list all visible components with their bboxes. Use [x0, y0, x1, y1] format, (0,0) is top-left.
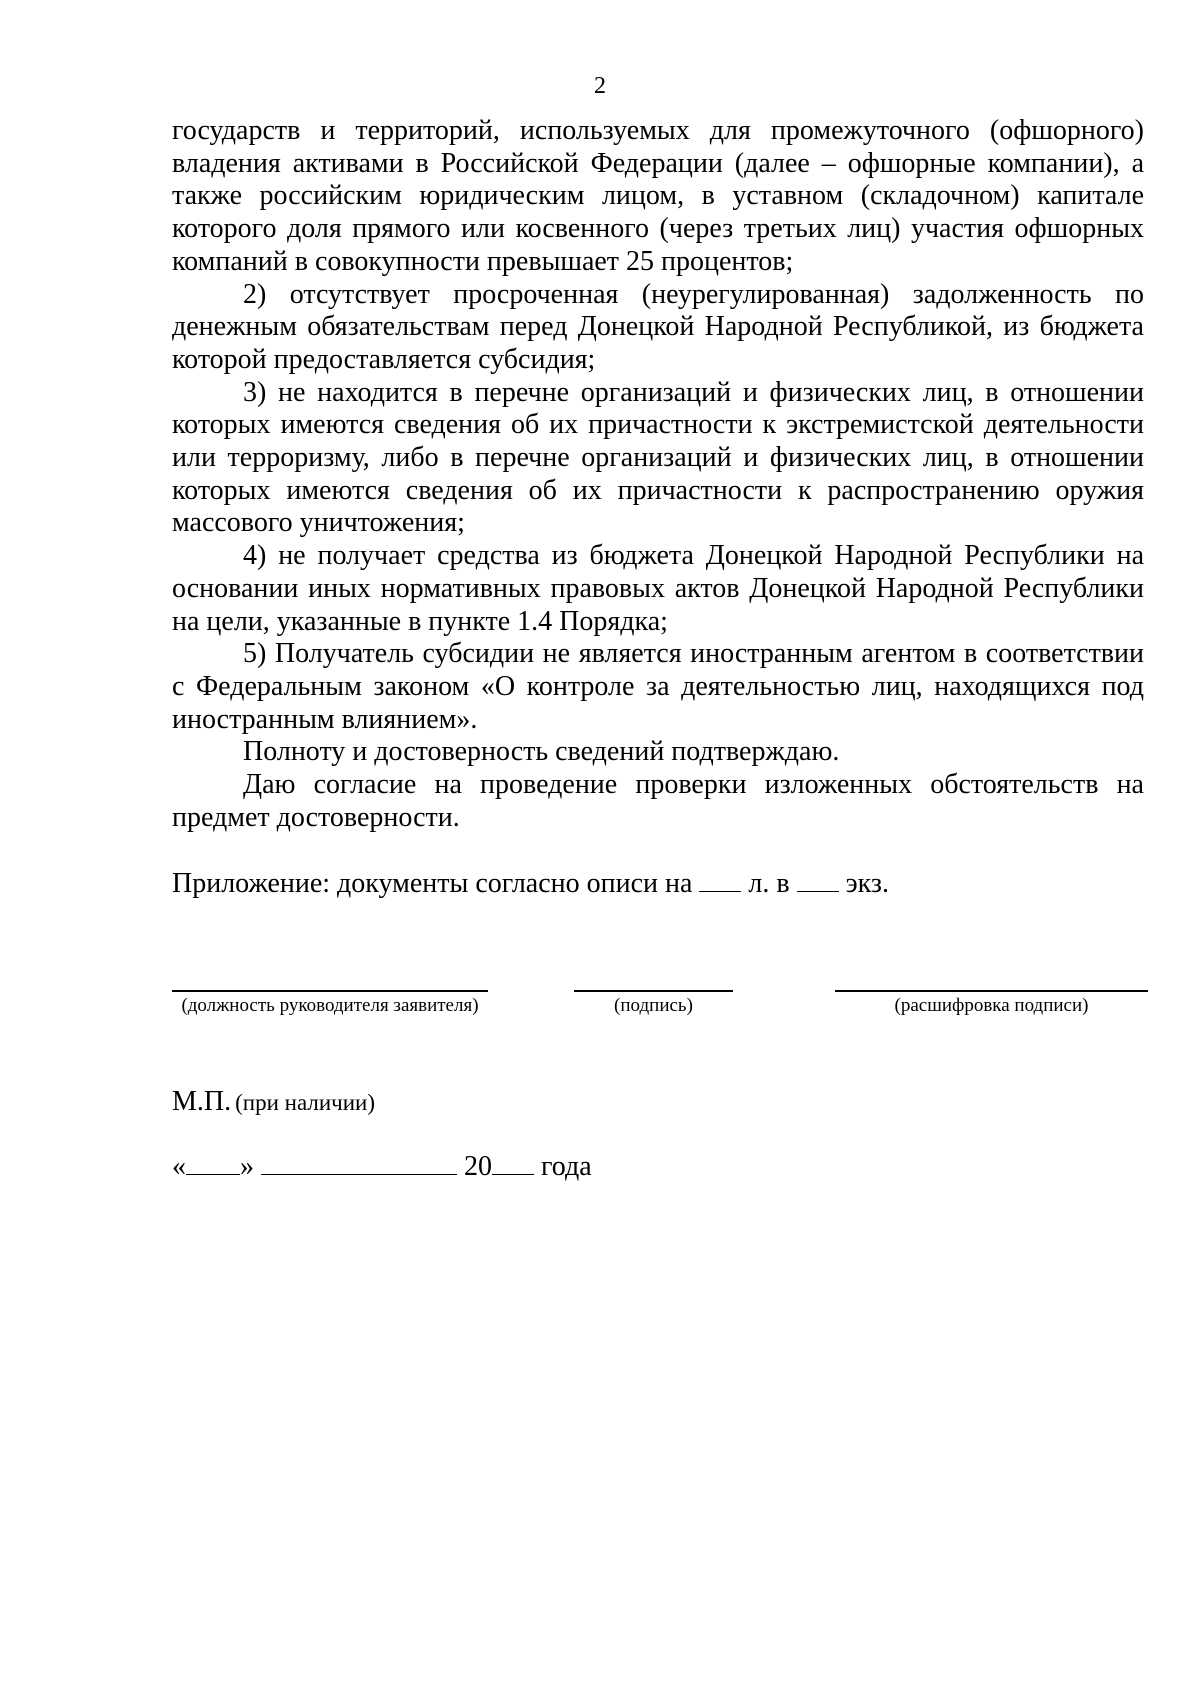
date-open-quote: « [172, 1151, 186, 1182]
paragraph-item-4: 4) не получает средства из бюджета Донецкой Народной Республики на основании иных нормативных правовых актов Донецкой Народной Республики на цели, указанные в пункте 1.4 Порядка; [172, 540, 1144, 637]
signature-position-block [172, 990, 488, 1018]
signature-block [574, 990, 733, 1018]
date-close-quote: » [240, 1151, 254, 1182]
page-number: 2 [594, 73, 606, 99]
stamp-place [172, 1085, 375, 1123]
stamp-label: М.П. [172, 1086, 232, 1117]
signature-label: (подпись) [614, 995, 693, 1016]
attachment-middle: л. в [748, 868, 790, 899]
month-blank[interactable] [261, 1152, 457, 1175]
document-body [172, 115, 1144, 834]
signature-line[interactable] [574, 990, 733, 992]
paragraph-item-3: 3) не находится в перечне организаций и физических лиц, в отношении которых имеются сведения об их причастности к экстремистской деятельности или терроризму, либо в перечне организаций и физических лиц, в отношении которых имеются сведения об их причастности к распространению оружия массового уничтожения; [172, 376, 1144, 539]
stamp-note: (при наличии) [235, 1090, 376, 1115]
position-signature-line[interactable] [172, 990, 488, 992]
paragraph-item-2: 2) отсутствует просроченная (неурегулированная) задолженность по денежным обязательствам перед Донецкой Народной Республикой, из бюджета которой предоставляется субсидия; [172, 278, 1144, 375]
attachment-suffix: экз. [845, 868, 889, 899]
signature-decoding-block [835, 990, 1148, 1018]
position-label: (должность руководителя заявителя) [181, 995, 479, 1016]
paragraph-confirmation: Полноту и достоверность сведений подтверждаю. [243, 736, 840, 768]
attachment-prefix: Приложение: документы согласно описи на [172, 868, 693, 899]
date-line [172, 1150, 592, 1184]
paragraph-item-5: 5) Получатель субсидии не является иностранным агентом в соответствии с Федеральным законом «О контроле за деятельностью лиц, находящихся под иностранным влиянием». [172, 638, 1144, 735]
date-suffix: года [541, 1151, 592, 1182]
year-prefix: 20 [464, 1151, 492, 1182]
decoding-label: (расшифровка подписи) [894, 995, 1089, 1016]
day-blank[interactable] [186, 1152, 240, 1175]
paragraph-offshore-continuation: государств и территорий, используемых для промежуточного (офшорного) владения активами в Российской Федерации (далее – офшорные компании), а также российским юридическим лицом, в уставном (складочном) капитале которого доля прямого или косвенного (через третьих лиц) участия офшорных компаний в совокупности превышает 25 процентов; [172, 115, 1144, 277]
year-blank[interactable] [492, 1152, 534, 1175]
decoding-signature-line[interactable] [835, 990, 1148, 992]
paragraph-consent: Даю согласие на проведение проверки изложенных обстоятельств на предмет достоверности. [172, 769, 1144, 833]
sheets-count-blank[interactable] [699, 869, 741, 892]
copies-count-blank[interactable] [797, 869, 839, 892]
attachment-line [172, 868, 889, 900]
